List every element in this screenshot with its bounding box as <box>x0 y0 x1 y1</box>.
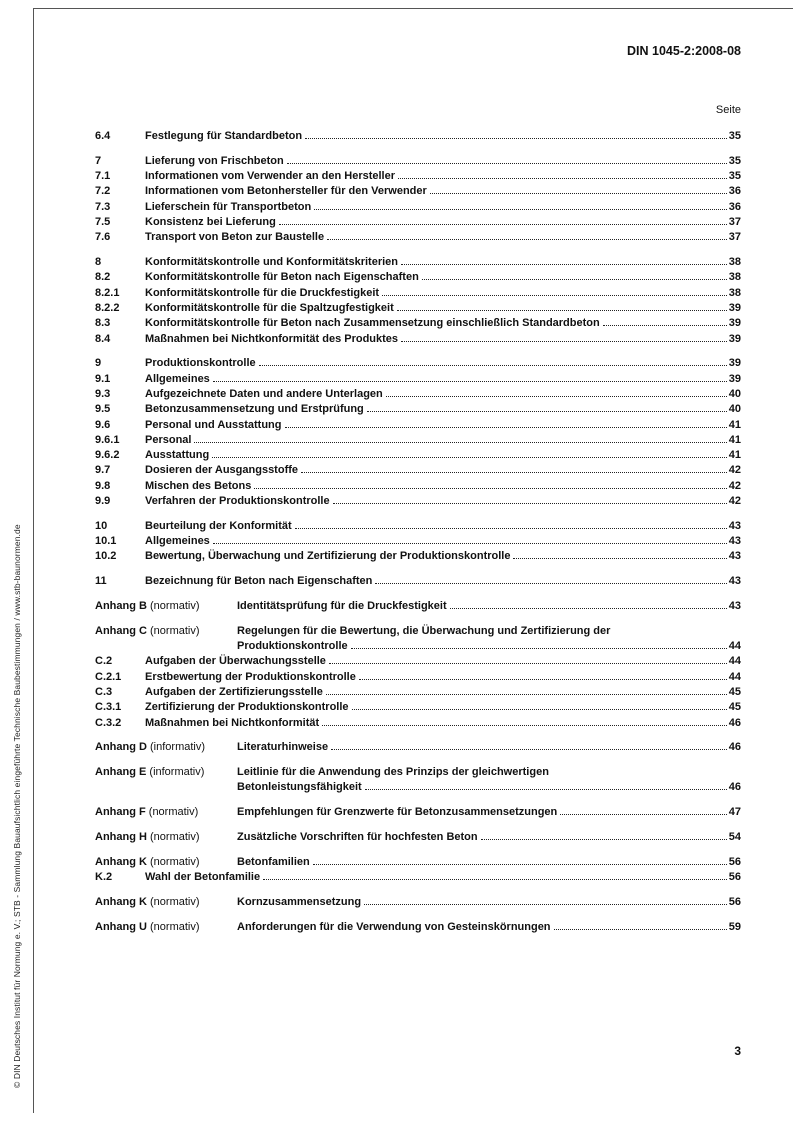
toc-entry-prefix <box>95 830 237 845</box>
toc-entry-page: 37 <box>728 231 741 244</box>
toc-entry-page: 59 <box>728 920 741 933</box>
toc-entry-title: Zusätzliche Vorschriften für hochfesten Beton <box>237 831 478 844</box>
toc-entry-page: 36 <box>728 200 741 213</box>
toc-entry-number: 7.3 <box>95 200 111 213</box>
toc-entry-page: 39 <box>728 301 741 314</box>
dot-leader <box>301 472 727 473</box>
toc-entry-page: 43 <box>728 519 741 532</box>
dot-leader <box>287 163 727 164</box>
dot-leader <box>212 457 727 458</box>
toc-entry-title: Aufgaben der Überwachungsstelle <box>145 655 326 668</box>
toc-entry-prefix <box>95 920 237 935</box>
toc-entry-prefix <box>95 624 237 639</box>
dot-leader <box>365 789 727 790</box>
dot-leader <box>285 427 727 428</box>
toc-entry-title-line1: Leitlinie für die Anwendung des Prinzips der gleichwertigen <box>237 766 549 779</box>
toc-row <box>95 870 741 885</box>
toc-entry-qualifier: (normativ) <box>150 920 200 933</box>
toc-entry-page: 46 <box>728 781 741 794</box>
toc-entry-title: Betonzusammensetzung und Erstprüfung <box>145 403 364 416</box>
toc-entry-qualifier: (normativ) <box>150 831 200 844</box>
toc-entry-number: 7.5 <box>95 215 111 228</box>
toc-row <box>95 215 741 230</box>
toc-entry-number: C.3.1 <box>95 701 122 714</box>
toc-entry-number: C.3.2 <box>95 716 122 729</box>
toc-entry-number: Anhang H <box>95 831 147 844</box>
toc-row <box>95 895 741 910</box>
toc-entry-page: 45 <box>728 686 741 698</box>
toc-entry-prefix <box>95 765 237 780</box>
toc-entry-title: Bewertung, Überwachung und Zertifizierung der Produktionskontrolle <box>145 550 511 563</box>
toc-entry-title: Anforderungen für die Verwendung von Gesteinskörnungen <box>237 920 551 933</box>
dot-leader <box>313 864 727 865</box>
toc-entry-qualifier: (normativ) <box>150 624 200 637</box>
toc-entry-number: 9.6.1 <box>95 433 120 446</box>
toc-row <box>95 184 741 199</box>
page-frame-top-rule <box>33 8 793 9</box>
page-column-label: Seite <box>715 104 741 116</box>
toc-entry-number: 9.6.2 <box>95 449 120 462</box>
toc-entry-title: Lieferung von Frischbeton <box>145 154 284 167</box>
toc-row <box>95 780 741 795</box>
toc-row <box>95 332 741 347</box>
toc-entry-number: 8 <box>95 256 102 269</box>
dot-leader <box>194 442 726 443</box>
toc-row <box>95 402 741 417</box>
toc-entry-title: Lieferschein für Transportbeton <box>145 200 312 213</box>
toc-entry-qualifier: (normativ) <box>150 855 200 868</box>
toc-entry-page: 35 <box>728 170 741 183</box>
toc-row <box>95 356 741 371</box>
dot-leader <box>367 411 727 412</box>
toc-entry-number: 9.3 <box>95 387 111 400</box>
toc-entry-page: 38 <box>728 271 741 284</box>
toc-row <box>95 448 741 463</box>
copyright-sidebar: © DIN Deutsches Institut für Normung e. V.; STB - Sammlung Bauaufsichtlich eingeführte Technische Baubestimmungen / www.stb-baunormen.de <box>12 524 22 1088</box>
toc-entry-number: 7.2 <box>95 185 111 198</box>
toc-entry-page: 43 <box>728 575 741 588</box>
dot-leader <box>329 663 727 664</box>
toc-row <box>95 494 741 509</box>
toc-row <box>95 230 741 245</box>
toc-entry-title: Erstbewertung der Produktionskontrolle <box>145 670 356 683</box>
toc-entry-page: 44 <box>728 640 741 653</box>
toc-entry-title: Konformitätskontrolle für die Druckfestigkeit <box>145 286 380 299</box>
dot-leader <box>327 239 727 240</box>
toc-entry-title: Dosieren der Ausgangsstoffe <box>145 464 299 477</box>
toc-entry-title: Wahl der Betonfamilie <box>145 871 261 884</box>
toc-entry-qualifier: (normativ) <box>150 600 200 613</box>
toc-row <box>95 624 741 639</box>
dot-leader <box>450 608 727 609</box>
toc-entry-page: 41 <box>728 433 741 446</box>
dot-leader <box>305 138 727 139</box>
toc-entry-title: Identitätsprüfung für die Druckfestigkeit <box>237 600 447 613</box>
toc-entry-number: 8.2.2 <box>95 301 120 314</box>
toc-row <box>95 372 741 387</box>
toc-entry-page: 36 <box>728 185 741 198</box>
toc-entry-title-line1: Regelungen für die Bewertung, die Überwachung und Zertifizierung der <box>237 624 611 637</box>
toc-row <box>95 740 741 755</box>
toc-entry-number: 9.5 <box>95 403 111 416</box>
toc-row <box>95 830 741 845</box>
toc-entry-prefix <box>95 599 237 614</box>
dot-leader <box>351 648 727 649</box>
toc-entry-title: Transport von Beton zur Baustelle <box>145 231 325 244</box>
toc-list <box>95 129 741 935</box>
toc-entry-page: 42 <box>728 464 741 477</box>
toc-row <box>95 716 741 731</box>
toc-row <box>95 418 741 433</box>
toc-row <box>95 519 741 534</box>
toc-entry-number: C.2 <box>95 655 113 668</box>
toc-entry-number: 10.2 <box>95 550 117 563</box>
toc-row <box>95 639 741 654</box>
toc-row <box>95 700 741 715</box>
toc-entry-prefix <box>95 805 237 820</box>
toc-row <box>95 463 741 478</box>
dot-leader <box>375 583 726 584</box>
dot-leader <box>382 295 727 296</box>
page-number: 3 <box>734 1044 741 1058</box>
toc-entry-page: 40 <box>728 387 741 400</box>
toc-entry-page: 42 <box>728 479 741 492</box>
toc-row <box>95 534 741 549</box>
dot-leader <box>279 224 727 225</box>
toc-row <box>95 920 741 935</box>
toc-row <box>95 765 741 780</box>
toc-entry-title: Konformitätskontrolle für die Spaltzugfestigkeit <box>145 301 394 314</box>
dot-leader <box>481 839 727 840</box>
toc-row <box>95 433 741 448</box>
toc-entry-number: Anhang E <box>95 766 147 779</box>
toc-entry-number: 6.4 <box>95 130 111 142</box>
toc-entry-page: 44 <box>728 655 741 668</box>
toc-entry-number: Anhang B <box>95 600 147 613</box>
toc-row <box>95 255 741 270</box>
toc-row <box>95 654 741 669</box>
toc-row <box>95 169 741 184</box>
toc-entry-title: Betonfamilien <box>237 855 310 868</box>
toc-entry-number: 9.7 <box>95 464 111 477</box>
toc-entry-number: Anhang C <box>95 624 147 637</box>
dot-leader <box>422 279 727 280</box>
toc-entry-page: 38 <box>728 286 741 299</box>
toc-entry-number: 10 <box>95 519 108 532</box>
toc-entry-title: Maßnahmen bei Nichtkonformität <box>145 716 320 729</box>
toc-row <box>95 387 741 402</box>
toc-entry-title: Kornzusammensetzung <box>237 895 362 908</box>
dot-leader <box>263 879 727 880</box>
toc-entry-number: 7.1 <box>95 170 111 183</box>
toc-entry-page: 43 <box>728 535 741 548</box>
toc-row <box>95 479 741 494</box>
toc-row <box>95 154 741 169</box>
dot-leader <box>513 558 726 559</box>
toc-entry-page: 56 <box>728 871 741 884</box>
toc-entry-title: Empfehlungen für Grenzwerte für Betonzusammensetzungen <box>237 806 558 819</box>
toc-row <box>95 549 741 564</box>
toc-entry-number: 9.9 <box>95 495 111 508</box>
toc-entry-title: Allgemeines <box>145 535 210 548</box>
toc-entry-number: Anhang K <box>95 855 147 868</box>
dot-leader <box>364 904 727 905</box>
toc-entry-number: 9.1 <box>95 372 111 385</box>
toc-row <box>95 301 741 316</box>
dot-leader <box>295 528 727 529</box>
toc-entry-number: 8.2.1 <box>95 286 120 299</box>
toc-entry-number: 9.6 <box>95 418 111 431</box>
toc-row <box>95 316 741 331</box>
toc-entry-number: 8.4 <box>95 332 111 345</box>
toc-entry-page: 46 <box>728 716 741 729</box>
toc-entry-number: 8.3 <box>95 317 111 330</box>
toc-entry-page: 41 <box>728 418 741 431</box>
toc-entry-title: Informationen vom Betonhersteller für den Verwender <box>145 185 427 198</box>
document-id-header: DIN 1045-2:2008-08 <box>627 44 741 58</box>
toc-entry-page: 46 <box>728 741 741 754</box>
toc-entry-page: 39 <box>728 332 741 345</box>
toc-entry-number: C.3 <box>95 686 113 698</box>
toc-entry-title: Beurteilung der Konformität <box>145 519 292 532</box>
toc-entry-title: Bezeichnung für Beton nach Eigenschaften <box>145 575 373 588</box>
toc-row <box>95 855 741 870</box>
toc-entry-page: 39 <box>728 317 741 330</box>
toc-row <box>95 574 741 589</box>
toc-entry-qualifier: (informativ) <box>150 741 206 754</box>
toc-entry-number: 8.2 <box>95 271 111 284</box>
toc-entry-title: Allgemeines <box>145 372 210 385</box>
toc-entry-qualifier: (normativ) <box>150 895 200 908</box>
dot-leader <box>430 193 727 194</box>
page-frame-left-rule <box>33 8 34 1113</box>
dot-leader <box>314 209 727 210</box>
toc-entry-title: Konformitätskontrolle für Beton nach Zusammensetzung einschließlich Standardbeton <box>145 317 600 330</box>
toc-entry-title: Literaturhinweise <box>237 741 329 754</box>
dot-leader <box>213 381 727 382</box>
toc-entry-number: 7 <box>95 154 102 167</box>
toc-entry-number: C.2.1 <box>95 670 122 683</box>
dot-leader <box>326 694 727 695</box>
toc-entry-page: 37 <box>728 215 741 228</box>
toc-entry-page: 39 <box>728 357 741 370</box>
toc-entry-title: Zertifizierung der Produktionskontrolle <box>145 701 349 714</box>
toc-entry-page: 40 <box>728 403 741 416</box>
toc-entry-title: Ausstattung <box>145 449 210 462</box>
dot-leader <box>560 814 726 815</box>
toc-entry-number: Anhang D <box>95 741 147 754</box>
dot-leader <box>331 749 727 750</box>
toc-entry-number: Anhang U <box>95 920 147 933</box>
toc-entry-number: 11 <box>95 575 107 588</box>
toc-row <box>95 200 741 215</box>
toc-entry-title: Konformitätskontrolle und Konformitätskriterien <box>145 256 399 269</box>
dot-leader <box>397 310 727 311</box>
toc-entry-page: 35 <box>728 154 741 167</box>
toc-entry-page: 43 <box>728 550 741 563</box>
toc-entry-page: 35 <box>728 130 741 142</box>
dot-leader <box>398 178 727 179</box>
toc-entry-title: Maßnahmen bei Nichtkonformität des Produktes <box>145 332 399 345</box>
dot-leader <box>259 365 727 366</box>
toc-entry-number: K.2 <box>95 871 113 884</box>
toc-entry-number: Anhang K <box>95 895 147 908</box>
toc-entry-page: 47 <box>728 806 741 819</box>
toc-entry-title-line2: Betonleistungsfähigkeit <box>237 781 362 794</box>
toc-entry-title: Konformitätskontrolle für Beton nach Eigenschaften <box>145 271 419 284</box>
toc-entry-number: 7.6 <box>95 231 111 244</box>
toc-row <box>95 286 741 301</box>
toc-entry-page: 38 <box>728 256 741 269</box>
toc-entry-page: 42 <box>728 495 741 508</box>
toc-entry-page: 56 <box>728 855 741 868</box>
toc-entry-title: Personal und Ausstattung <box>145 418 282 431</box>
dot-leader <box>401 264 727 265</box>
toc-entry-title: Festlegung für Standardbeton <box>145 130 303 142</box>
toc-entry-title: Mischen des Betons <box>145 479 252 492</box>
toc-entry-prefix <box>95 855 237 870</box>
toc-row <box>95 129 741 144</box>
toc-entry-number: 9 <box>95 357 102 370</box>
toc-entry-page: 56 <box>728 895 741 908</box>
dot-leader <box>603 325 727 326</box>
toc-entry-qualifier: (informativ) <box>149 766 205 779</box>
toc-entry-title: Personal <box>145 433 192 446</box>
toc-entry-title: Informationen vom Verwender an den Hersteller <box>145 170 396 183</box>
dot-leader <box>401 341 727 342</box>
toc-entry-title: Aufgezeichnete Daten und andere Unterlagen <box>145 387 383 400</box>
dot-leader <box>352 709 727 710</box>
toc-entry-page: 43 <box>728 600 741 613</box>
toc-entry-page: 41 <box>728 449 741 462</box>
toc-entry-page: 44 <box>728 670 741 683</box>
toc-entry-page: 45 <box>728 701 741 714</box>
dot-leader <box>386 396 727 397</box>
dot-leader <box>554 929 727 930</box>
dot-leader <box>333 503 727 504</box>
toc-entry-qualifier: (normativ) <box>148 806 199 819</box>
toc-entry-page: 54 <box>728 831 741 844</box>
toc-entry-prefix <box>95 895 237 910</box>
dot-leader <box>213 543 727 544</box>
toc-entry-title: Konsistenz bei Lieferung <box>145 215 276 228</box>
dot-leader <box>359 679 727 680</box>
toc-entry-number: 9.8 <box>95 479 111 492</box>
toc-entry-title: Produktionskontrolle <box>145 357 256 370</box>
toc-row <box>95 670 741 685</box>
toc-entry-title: Aufgaben der Zertifizierungsstelle <box>145 686 323 698</box>
toc-entry-number: 10.1 <box>95 535 117 548</box>
toc-entry-title-line2: Produktionskontrolle <box>237 640 348 653</box>
dot-leader <box>254 488 726 489</box>
toc-entry-prefix <box>95 740 237 755</box>
toc-row <box>95 599 741 614</box>
toc-entry-title: Verfahren der Produktionskontrolle <box>145 495 330 508</box>
toc-entry-page: 39 <box>728 372 741 385</box>
toc-entry-number: Anhang F <box>95 806 146 819</box>
dot-leader <box>322 725 727 726</box>
toc-row <box>95 270 741 285</box>
toc-row <box>95 685 741 700</box>
toc-row <box>95 805 741 820</box>
